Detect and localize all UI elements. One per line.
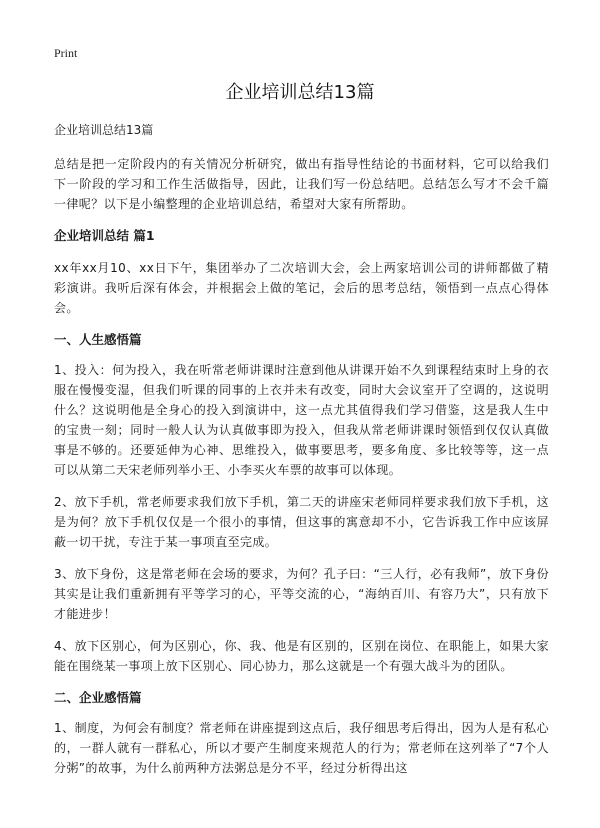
part1-heading: 企业培训总结 篇1: [54, 228, 155, 243]
print-label: Print: [54, 46, 78, 60]
section1-paragraph: 2、放下手机，常老师要求我们放下手机，第二天的讲座宋老师同样要求我们放下手机，这是为何？放下手机仅仅是一个很小的事情，但这事的寓意却不小，它告诉我工作中应该屏蔽一切干扰，专注于某一事项直至完成。: [54, 495, 549, 549]
part1-intro-paragraph: xx年xx月10、xx日下午，集团举办了二次培训大会，会上两家培训公司的讲师都做了精彩演讲。我听后深有体会，并根据会上做的笔记，会后的思考总结，领悟到一点点心得体会。: [54, 261, 549, 315]
document-title: 企业培训总结13篇: [225, 82, 375, 103]
section2-heading: 二、企业感悟篇: [54, 690, 142, 705]
intro-paragraph: 总结是把一定阶段内的有关情况分析研究，做出有指导性结论的书面材料，它可以给我们下一阶段的学习和工作生活做指导，因此，让我们写一份总结吧。总结怎么写才不会千篇一律呢？以下是小编整理的企业培训总结，希望对大家有所帮助。: [54, 157, 549, 211]
section1-paragraph: 4、放下区别心，何为区别心，你、我、他是有区别的，区别在岗位、在职能上，如果大家能在围绕某一事项上放下区别心、同心协力，那么这就是一个有强大战斗为的团队。: [54, 639, 549, 673]
section1-heading: 一、人生感悟篇: [54, 332, 142, 347]
section2-paragraph: 1、制度，为何会有制度？常老师在讲座提到这点后，我仔细思考后得出，因为人是有私心的，一群人就有一群私心，所以才要产生制度来规范人的行为；常老师在这列举了“7个人分粥”的故事，为什么前两种方法粥总是分不平，经过分析得出这: [54, 721, 549, 775]
section1-paragraph: 3、放下身份，这是常老师在会场的要求，为何？孔子曰：“三人行，必有我师”，放下身份其实是让我们重新拥有平等学习的心，平等交流的心，“海纳百川、有容乃大”，只有放下才能进步！: [54, 567, 549, 621]
section1-paragraph: 1、投入：何为投入，我在听常老师讲课时注意到他从讲课开始不久到课程结束时上身的衣服在慢慢变湿，但我们听课的同事的上衣并未有改变，同时大会议室开了空调的，这说明什么？这说明他是全身心的投入到演讲中，这一点尤其值得我们学习借鉴，这是我人生中的宝贵一刻；同时一般人认为认真做事即为投入，但我从常老师讲课时领悟到仅仅认真做事是不够的。还要延伸为心神、思维投入，做事要思考，要多角度、多比较等等，这一点可以从第二天宋老师列举小王、小李买火车票的故事可以体现。: [54, 363, 549, 477]
document-subtitle: 企业培训总结13篇: [54, 123, 154, 137]
document-body: [54, 120, 549, 790]
